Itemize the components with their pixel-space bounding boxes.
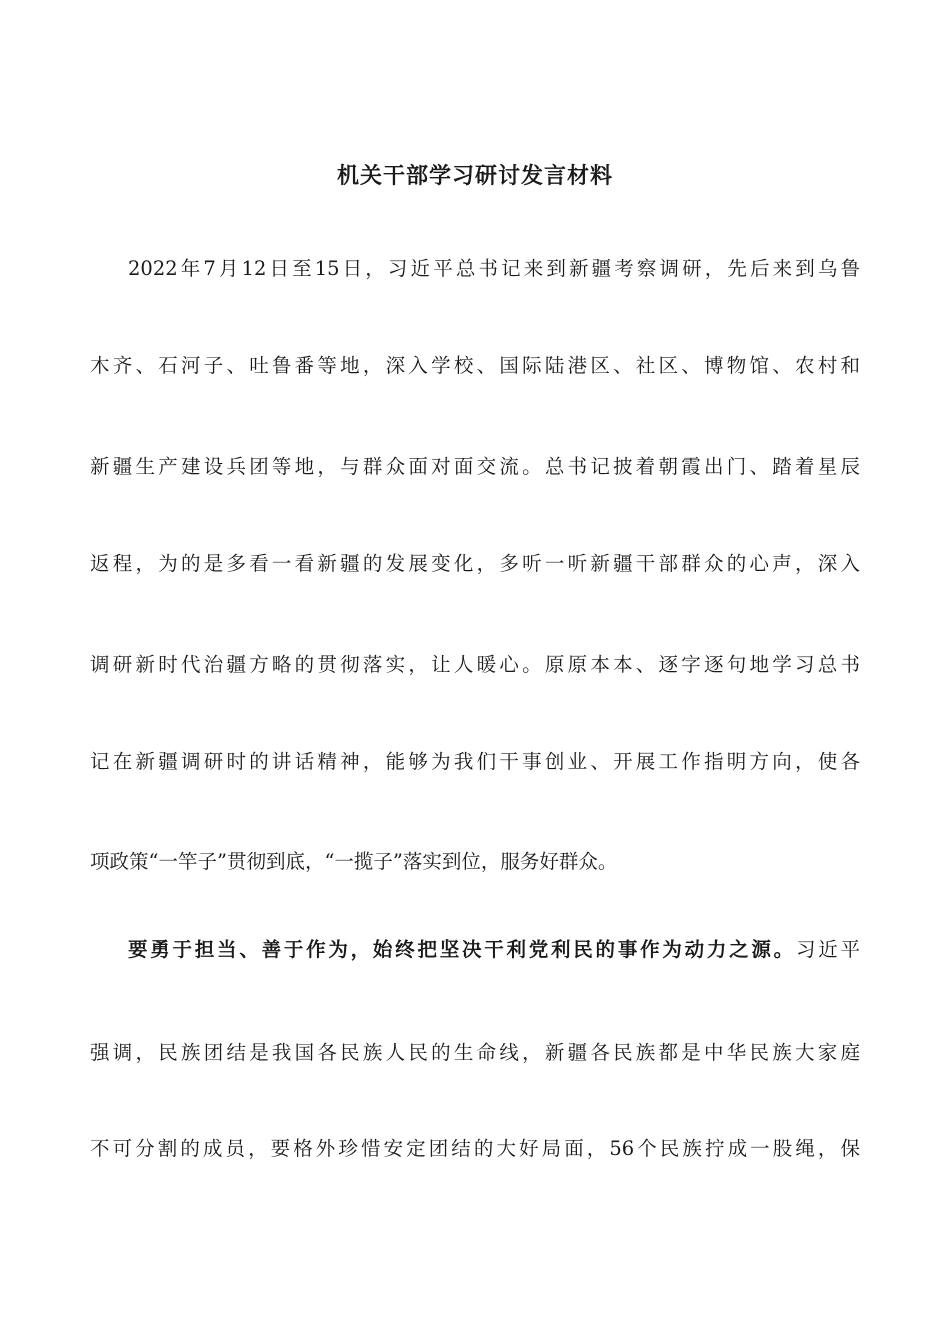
paragraph-2-line-1: [128, 935, 860, 965]
document-title: 机关干部学习研讨发言材料: [336, 163, 613, 189]
paragraph-2-line-2: 强调，民族团结是我国各民族人民的生命线，新疆各民族都是中华民族大家庭: [90, 1041, 860, 1064]
paragraph-1-line-7: 项政策“一竿子”贯彻到底，“一揽子”落实到位，服务好群众。: [90, 850, 618, 873]
paragraph-1-line-6: 记在新疆调研时的讲话精神，能够为我们干事创业、开展工作指明方向，使各: [90, 750, 860, 773]
paragraph-1-line-2: 木齐、石河子、吐鲁番等地，深入学校、国际陆港区、社区、博物馆、农村和: [90, 354, 860, 377]
paragraph-2-line-3: 不可分割的成员，要格外珍惜安定团结的大好局面，56个民族拧成一股绳，保: [90, 1137, 860, 1160]
paragraph-1-line-1: 2022年7月12日至15日，习近平总书记来到新疆考察调研，先后来到乌鲁: [128, 257, 860, 280]
paragraph-1-line-5: 调研新时代治疆方略的贯彻落实，让人暖心。原原本本、逐字逐句地学习总书: [90, 653, 860, 676]
paragraph-2-lead-sentence: 要勇于担当、善于作为，始终把坚决干利党利民的事作为动力之源。: [128, 938, 796, 961]
paragraph-2-first-line-rest: 习近平: [795, 938, 860, 961]
paragraph-1-line-4: 返程，为的是多看一看新疆的发展变化，多听一听新疆干部群众的心声，深入: [90, 552, 860, 575]
paragraph-1-line-3: 新疆生产建设兵团等地，与群众面对面交流。总书记披着朝霞出门、踏着星辰: [90, 455, 860, 478]
